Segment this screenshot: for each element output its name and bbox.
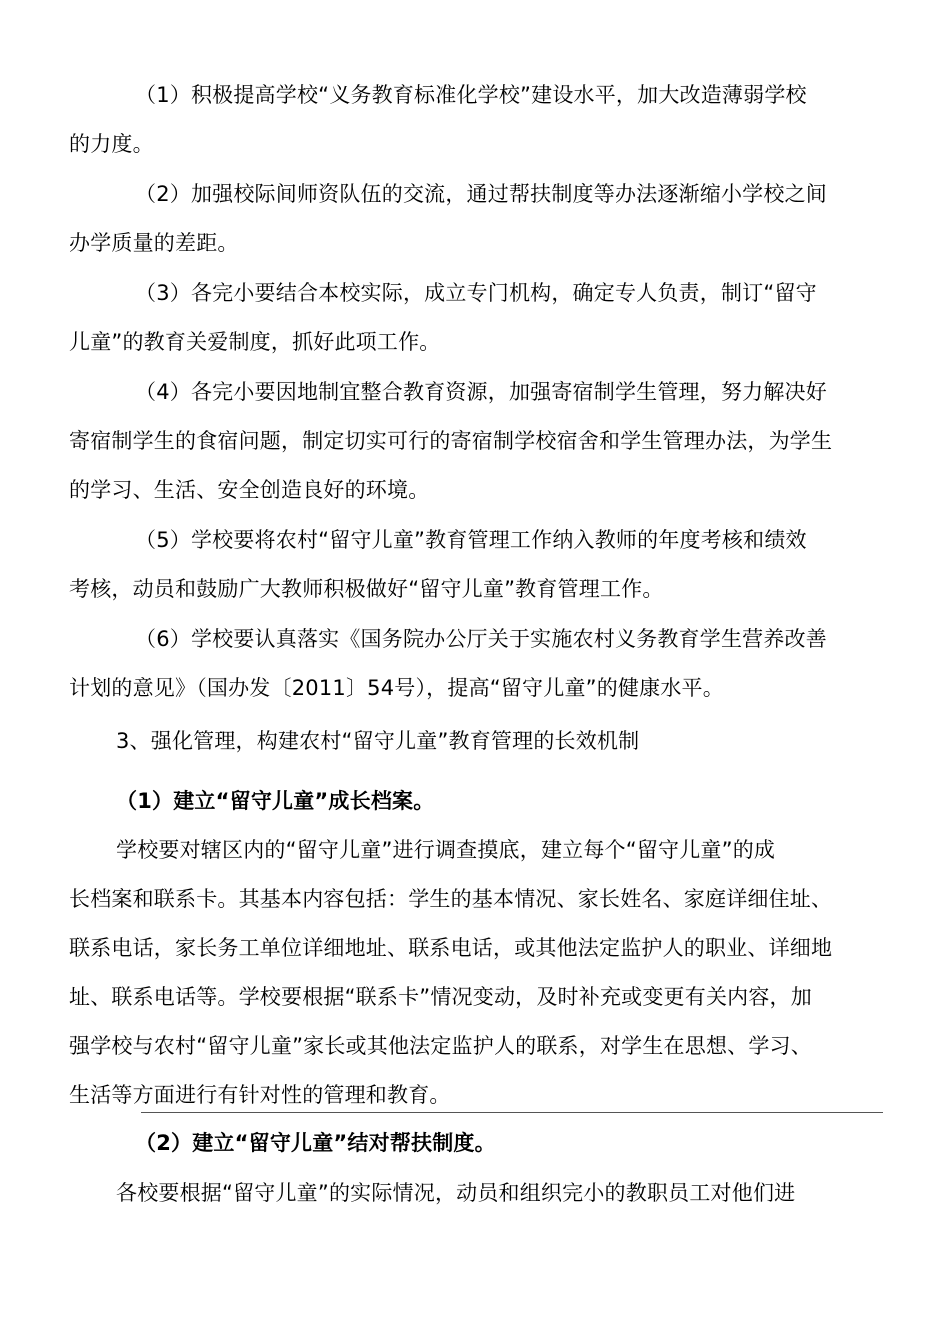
para-7-line-1: 学校要对辖区内的“留守儿童”进行调查摸底，建立每个“留守儿童”的成 xyxy=(116,838,776,862)
para-1-line-1: （1）积极提高学校“义务教育标准化学校”建设水平，加大改造薄弱学校 xyxy=(135,83,807,107)
para-7-line-3: 联系电话，家长务工单位详细地址、联系电话，或其他法定监护人的职业、详细地 xyxy=(69,936,833,960)
para-7-line-2: 长档案和联系卡。其基本内容包括：学生的基本情况、家长姓名、家庭详细住址、 xyxy=(69,887,833,911)
subheading-2: （2）建立“留守儿童”结对帮扶制度。 xyxy=(135,1131,496,1155)
para-7-line-4: 址、联系电话等。学校要根据“联系卡”情况变动，及时补充或变更有关内容，加 xyxy=(69,985,812,1009)
section-3-heading: 3、强化管理，构建农村“留守儿童”教育管理的长效机制 xyxy=(116,729,640,753)
para-6-line-2: 计划的意见》（国办发〔2011〕54号），提高“留守儿童”的健康水平。 xyxy=(69,676,724,700)
para-4-line-1: （4）各完小要因地制宜整合教育资源，加强寄宿制学生管理，努力解决好 xyxy=(135,380,827,404)
para-2-line-2: 办学质量的差距。 xyxy=(69,231,239,255)
para-7-line-5: 强学校与农村“留守儿童”家长或其他法定监护人的联系，对学生在思想、学习、 xyxy=(69,1034,812,1058)
para-4-line-2: 寄宿制学生的食宿问题，制定切实可行的寄宿制学校宿舍和学生管理办法，为学生 xyxy=(69,429,833,453)
para-5-line-2: 考核，动员和鼓励广大教师积极做好“留守儿童”教育管理工作。 xyxy=(69,577,664,601)
subheading-1: （1）建立“留守儿童”成长档案。 xyxy=(116,789,435,813)
para-5-line-1: （5）学校要将农村“留守儿童”教育管理工作纳入教师的年度考核和绩效 xyxy=(135,528,807,552)
horizontal-rule xyxy=(141,1112,883,1113)
para-7-line-6: 生活等方面进行有针对性的管理和教育。 xyxy=(69,1083,451,1107)
para-1-line-2: 的力度。 xyxy=(69,132,154,156)
para-3-line-1: （3）各完小要结合本校实际，成立专门机构，确定专人负责，制订“留守 xyxy=(135,281,817,305)
para-6-line-1: （6）学校要认真落实《国务院办公厅关于实施农村义务教育学生营养改善 xyxy=(135,627,827,651)
para-3-line-2: 儿童”的教育关爱制度，抓好此项工作。 xyxy=(69,330,441,354)
para-4-line-3: 的学习、生活、安全创造良好的环境。 xyxy=(69,478,430,502)
para-2-line-1: （2）加强校际间师资队伍的交流，通过帮扶制度等办法逐渐缩小学校之间 xyxy=(135,182,827,206)
para-8-line-1: 各校要根据“留守儿童”的实际情况，动员和组织完小的教职员工对他们进 xyxy=(116,1181,796,1205)
